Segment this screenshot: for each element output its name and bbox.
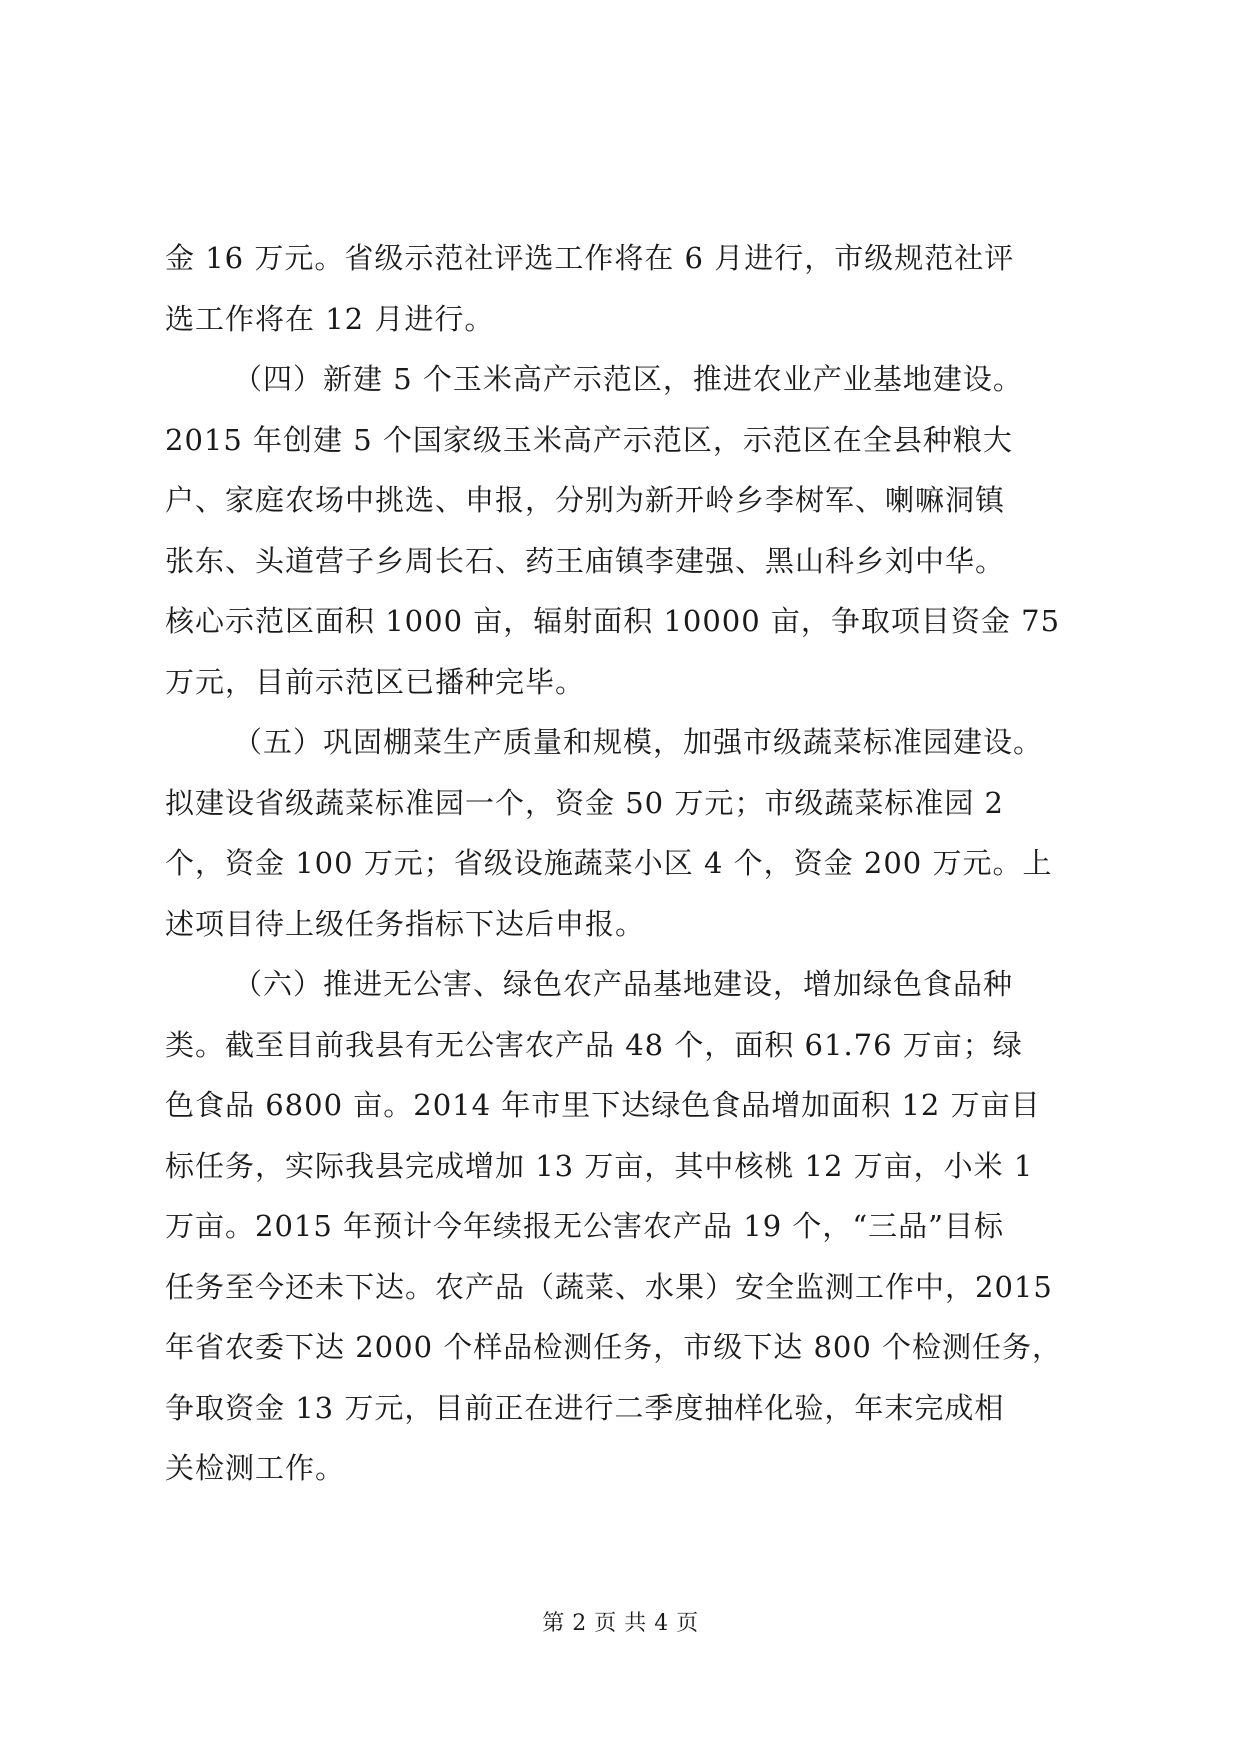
- text-line: 关检测工作。: [165, 1451, 346, 1485]
- text-line: 户、家庭农场中挑选、申报，分别为新开岭乡李树军、喇嘛洞镇: [165, 483, 1006, 517]
- text-line: 金 16 万元。省级示范社评选工作将在 6 月进行，市级规范社评: [165, 241, 1015, 275]
- text-line: （六）推进无公害、绿色农产品基地建设，增加绿色食品种: [233, 967, 1014, 1001]
- text-line: （四）新建 5 个玉米高产示范区，推进农业产业基地建设。: [233, 362, 1023, 396]
- text-line: 个，资金 100 万元；省级设施蔬菜小区 4 个，资金 200 万元。上: [165, 846, 1053, 880]
- text-line: 万亩。2015 年预计今年续报无公害农产品 19 个，“三品”目标: [165, 1209, 1005, 1243]
- document-body: [165, 228, 1085, 1499]
- page-footer: 第 2 页 共 4 页: [542, 1611, 699, 1636]
- text-line: 核心示范区面积 1000 亩，辐射面积 10000 亩，争取项目资金 75: [165, 604, 1061, 638]
- text-line: 选工作将在 12 月进行。: [165, 301, 495, 336]
- text-line: 类。截至目前我县有无公害农产品 48 个，面积 61.76 万亩；绿: [165, 1027, 1023, 1062]
- text-line: 张东、头道营子乡周长石、药王庙镇李建强、黑山科乡刘中华。: [165, 543, 1006, 578]
- text-line: 标任务，实际我县完成增加 13 万亩，其中核桃 12 万亩，小米 1: [165, 1148, 1034, 1183]
- text-line: 年省农委下达 2000 个样品检测任务，市级下达 800 个检测任务，: [165, 1330, 1063, 1364]
- text-line: 拟建设省级蔬菜标准园一个，资金 50 万元；市级蔬菜标准园 2: [165, 785, 1005, 820]
- text-line: 争取资金 13 万元，目前正在进行二季度抽样化验，年末完成相: [165, 1390, 1005, 1425]
- text-line: 述项目待上级任务指标下达后申报。: [165, 906, 646, 941]
- text-line: 色食品 6800 亩。2014 年市里下达绿色食品增加面积 12 万亩目: [165, 1088, 1041, 1122]
- text-line: 万元，目前示范区已播种完毕。: [165, 664, 586, 699]
- text-line: 任务至今还未下达。农产品（蔬菜、水果）安全监测工作中，2015: [165, 1269, 1053, 1304]
- text-line: 2015 年创建 5 个国家级玉米高产示范区，示范区在全县种粮大: [165, 422, 1013, 457]
- text-line: （五）巩固棚菜生产质量和规模，加强市级蔬菜标准园建设。: [233, 725, 1044, 759]
